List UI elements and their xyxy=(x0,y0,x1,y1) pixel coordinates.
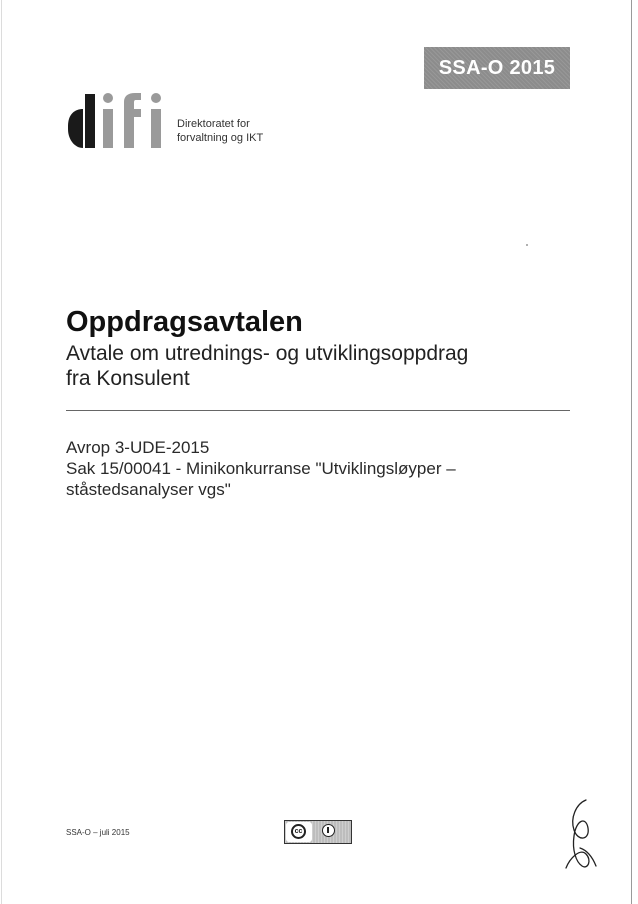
reference-number: Avrop 3-UDE-2015 xyxy=(66,438,210,457)
cc-icon xyxy=(286,822,312,842)
subtitle-line: Avtale om utrednings- og utviklingsoppdrag xyxy=(66,342,469,365)
document-title: Oppdragsavtalen xyxy=(66,306,303,338)
handwritten-initials xyxy=(562,796,602,872)
case-info xyxy=(66,437,586,500)
agency-name-line: Direktoratet for xyxy=(177,118,250,130)
page-edge xyxy=(631,0,632,904)
cc-by-license-icon xyxy=(284,820,352,844)
subtitle-line: fra Konsulent xyxy=(66,367,190,390)
case-line: ståstedsanalyser vgs" xyxy=(66,480,231,499)
difi-logo-icon xyxy=(66,88,176,158)
agency-name xyxy=(177,117,263,145)
divider xyxy=(66,410,570,411)
attribution-icon xyxy=(322,824,335,837)
footer-version-label: SSA-O – juli 2015 xyxy=(66,828,130,837)
document-subtitle xyxy=(66,341,586,391)
scan-speck xyxy=(526,244,528,246)
page-edge xyxy=(1,0,2,904)
case-line: Sak 15/00041 - Minikonkurranse "Utviklingsløyper – xyxy=(66,459,456,478)
document-code-badge: SSA-O 2015 xyxy=(424,47,570,89)
agency-name-line: forvaltning og IKT xyxy=(177,132,264,144)
cc-symbol-icon: cc xyxy=(291,824,306,839)
